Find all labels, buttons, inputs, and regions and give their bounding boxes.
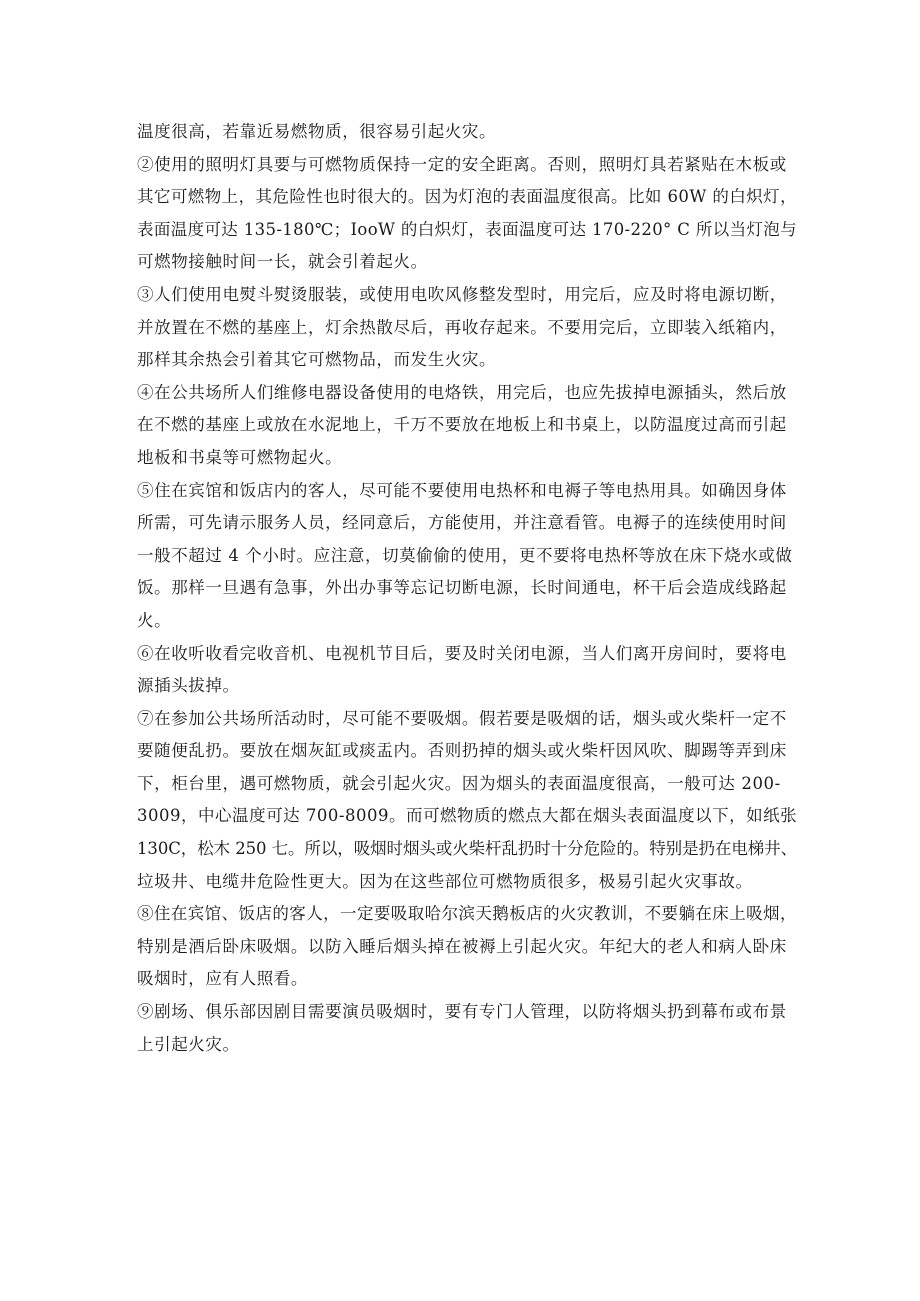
text-line: 表面温度可达 135-180℃；IooW 的白炽灯，表面温度可达 170-220° C 所以当灯泡与: [137, 219, 798, 239]
document-body: [137, 116, 797, 1061]
text-line: 在不燃的基座上或放在水泥地上，千万不要放在地板上和书桌上，以防温度过高而引起: [137, 415, 787, 435]
text-line: 垃圾井、电缆井危险性更大。因为在这些部位可燃物质很多，极易引起火灾事故。: [137, 871, 753, 891]
text-line: 3009，中心温度可达 700-8009。而可燃物质的燃点大都在烟头表面温度以下，如纸张: [137, 806, 798, 826]
text-line: ⑨剧场、俱乐部因剧目需要演员吸烟时，要有专门人管理，以防将烟头扔到幕布或布景: [137, 1002, 787, 1022]
text-line: ③人们使用电熨斗熨烫服装，或使用电吹风修整发型时，用完后，应及时将电源切断，: [137, 284, 787, 304]
text-line: 并放置在不燃的基座上，灯余热散尽后，再收存起来。不要用完后，立即装入纸箱内，: [137, 317, 787, 337]
text-line: 130C，松木 250 七。所以，吸烟时烟头或火柴杆乱扔时十分危险的。特别是扔在电梯井、: [137, 839, 798, 859]
text-line: 吸烟时，应有人照看。: [137, 969, 308, 989]
text-line: ④在公共场所人们维修电器设备使用的电烙铁，用完后，也应先拔掉电源插头，然后放: [137, 382, 787, 402]
text-line: 那样其余热会引着其它可燃物品，而发生火灾。: [137, 350, 497, 370]
text-line: 上引起火灾。: [137, 1034, 240, 1054]
text-line: 所需，可先请示服务人员，经同意后，方能使用，并注意看管。电褥子的连续使用时间: [137, 513, 787, 533]
text-line: 火。: [137, 610, 172, 630]
text-line: 特别是酒后卧床吸烟。以防入睡后烟头掉在被褥上引起火灾。年纪大的老人和病人卧床: [137, 936, 787, 956]
text-line: 要随便乱扔。要放在烟灰缸或痰盂内。否则扔掉的烟头或火柴杆因风吹、脚踢等弄到床: [137, 741, 787, 761]
text-line: ②使用的照明灯具要与可燃物质保持一定的安全距离。否则，照明灯具若紧贴在木板或: [137, 154, 787, 174]
text-line: ⑦在参加公共场所活动时，尽可能不要吸烟。假若要是吸烟的话，烟头或火柴杆一定不: [137, 708, 787, 728]
text-line: ⑧住在宾馆、饭店的客人，一定要吸取哈尔滨天鹅板店的火灾教训，不要躺在床上吸烟，: [137, 904, 797, 924]
text-line: 源插头拔掉。: [137, 676, 240, 696]
text-line: 可燃物接触时间一长，就会引着起火。: [137, 252, 428, 272]
text-line: 一般不超过 4 个小时。应注意，切莫偷偷的使用，更不要将电热杯等放在床下烧水或做: [137, 545, 793, 565]
text-line: ⑥在收听收看完收音机、电视机节目后，要及时关闭电源，当人们离开房间时，要将电: [137, 643, 787, 663]
text-line: 地板和书桌等可燃物起火。: [137, 447, 343, 467]
text-line: 下，柜台里，遇可燃物质，就会引起火灾。因为烟头的表面温度很高，一般可达 200-: [137, 773, 781, 793]
text-line: 饭。那样一旦遇有急事，外出办事等忘记切断电源，长时间通电，杯干后会造成线路起: [137, 578, 787, 598]
text-line: ⑤住在宾馆和饭店内的客人，尽可能不要使用电热杯和电褥子等电热用具。如确因身体: [137, 480, 787, 500]
text-line: 温度很高，若靠近易燃物质，很容易引起火灾。: [137, 122, 497, 141]
text-line: 其它可燃物上，其危险性也时很大的。因为灯泡的表面温度很高。比如 60W 的白炽灯，: [137, 187, 798, 207]
